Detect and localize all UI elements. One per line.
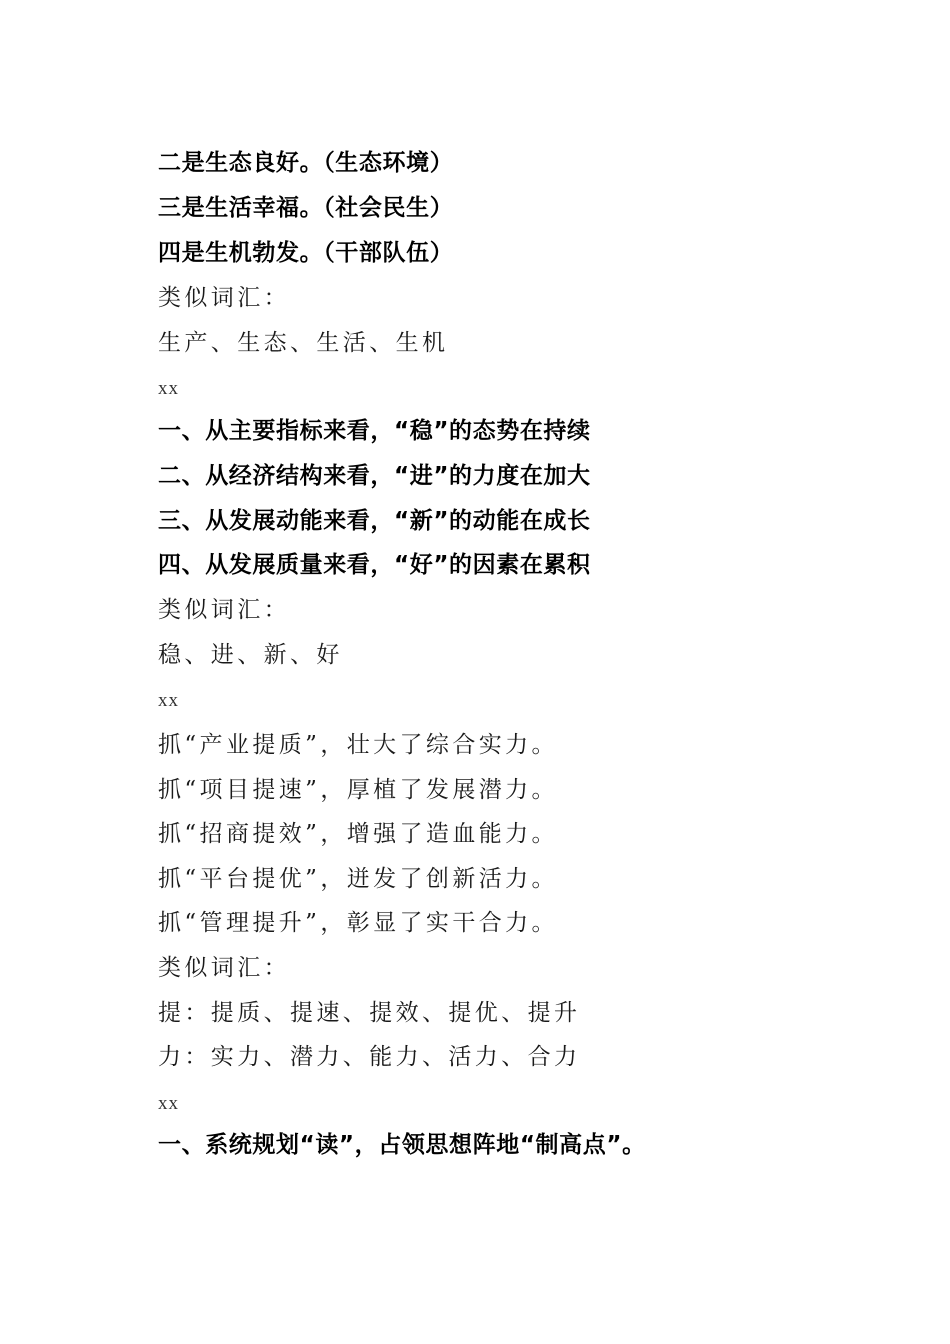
similar-words-list: 生产、生态、生活、生机 (158, 330, 449, 356)
list-item: 抓“管理提升”，彰显了实干合力。 (158, 910, 558, 936)
list-item: 抓“项目提速”，厚植了发展潜力。 (158, 777, 558, 803)
section-point-3: 三是生活幸福。（社会民生） (158, 195, 454, 221)
heading-item-4: 四、从发展质量来看，“好”的因素在累积 (158, 552, 591, 578)
list-item: 抓“平台提优”，迸发了创新活力。 (158, 866, 558, 892)
list-item: 抓“招商提效”，增强了造血能力。 (158, 821, 558, 847)
separator-xx: xx (158, 1093, 179, 1114)
heading-item-1: 一、从主要指标来看，“稳”的态势在持续 (158, 418, 591, 444)
separator-xx: xx (158, 690, 179, 711)
similar-words-label: 类似词汇： (158, 955, 290, 981)
similar-words-list: 力：实力、潜力、能力、活力、合力 (158, 1044, 581, 1070)
heading-item-2: 二、从经济结构来看，“进”的力度在加大 (158, 463, 591, 489)
section-point-2: 二是生态良好。（生态环境） (158, 150, 454, 176)
list-item: 抓“产业提质”，壮大了综合实力。 (158, 732, 558, 758)
similar-words-label: 类似词汇： (158, 597, 290, 623)
heading-item-3: 三、从发展动能来看，“新”的动能在成长 (158, 508, 591, 534)
section-point-4: 四是生机勃发。（干部队伍） (158, 240, 454, 266)
similar-words-list: 稳、进、新、好 (158, 642, 343, 668)
similar-words-list: 提：提质、提速、提效、提优、提升 (158, 1000, 581, 1026)
heading-item-1: 一、系统规划“读”，占领思想阵地“制高点”。 (158, 1132, 646, 1158)
similar-words-label: 类似词汇： (158, 285, 290, 311)
separator-xx: xx (158, 378, 179, 399)
